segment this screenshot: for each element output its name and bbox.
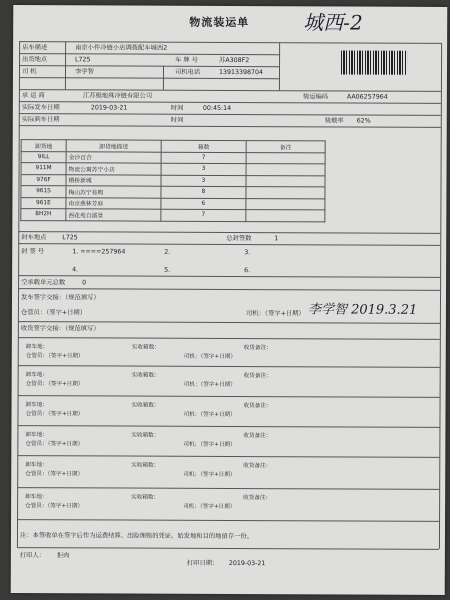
stop-remark [246,175,325,187]
unload-place-label: 卸车地： [25,494,48,501]
divider [65,41,66,89]
load-rate-label: 装载率 [324,117,344,125]
handwritten-route-note: 城西-2 [303,10,363,35]
seal-no-4: 4. [72,266,79,274]
actual-boxes-label: 实收箱数： [131,494,160,501]
warehouse-keeper-sign-label: 仓管员：（签字+日期） [20,309,87,317]
unload-place-label: 卸车地： [25,462,48,469]
driver-sign-label: 司机：（签字+日期） [183,381,236,389]
keeper-sign-label: 仓管员：（签字+日期） [25,441,84,448]
load-rate-value: 62% [356,117,371,125]
seal-total-label: 总封签数 [226,234,252,243]
actual-boxes-label: 实收箱数： [131,462,160,469]
divider [17,547,439,550]
stop-remark [246,198,325,210]
actual-boxes-label: 实收箱数： [131,402,160,409]
divider [18,395,440,398]
divider [17,519,439,522]
driver-sign-label: 司机：（签字+日期） [183,503,236,511]
driver-label: 司 机 [21,68,37,76]
unload-place-label: 卸车地： [25,432,48,439]
driver-sign-label: 司机：（签字+日期） [183,441,236,449]
seal-no-6: 6. [244,267,251,275]
divider [19,65,279,67]
load-code-label: 装运编码 [302,93,329,101]
receiving-sign-label: 收货签字交接：（规范填写） [20,325,100,333]
col-header-remark: 备注 [246,141,325,153]
divider [279,42,280,90]
unload-place-label: 卸车地： [25,372,49,379]
receive-note-label: 收货备注： [243,495,272,502]
seal-no-5: 5. [164,266,171,274]
stop-code: 976F [21,174,66,186]
load-code-value: AA06257964 [346,93,388,101]
stop-remark [246,210,325,222]
empty-units-label: 空承载单元总数 [21,279,66,287]
stop-remark [246,152,325,164]
empty-units-value: 0 [82,279,87,287]
arrival-time-label: 时间 [170,116,184,124]
frame-left [17,41,20,547]
col-header-code: 卸货地 [21,140,66,152]
seal-no-2: 2. [164,248,171,256]
driver-handwritten-signature: 李学智 2019.3.21 [307,302,418,318]
stop-count: 3 [161,175,246,187]
keeper-sign-label: 仓管员：（签字+日期） [25,503,83,510]
stop-code: 961S [21,186,66,198]
driver-sign-label: 司机：（签字+日期） [183,411,236,419]
divider [18,288,440,291]
seal-point-value: L725 [62,234,78,242]
unload-place-label: 卸车地： [25,344,49,351]
divider [18,365,440,368]
stop-count: 8 [161,186,246,198]
col-header-desc: 卸货地描述 [66,140,161,152]
divider [19,125,441,128]
stop-remark [246,187,325,199]
print-date-label: 打印日期： [186,559,219,567]
driver-value: 李学智 [74,68,94,76]
stop-code: 961E [21,197,66,209]
stop-desc: 西花苑自濡景 [66,209,161,221]
driver-sign-label: 司机：（签字+日期） [183,353,236,361]
keeper-sign-label: 仓管员：（签字+日期） [25,411,84,418]
table-row [21,209,325,222]
driver-sign-label: 司机：（签字+日期） [183,471,236,479]
seal-point-label: 封车地点 [21,234,47,242]
print-date-value: 2019-03-21 [228,560,266,568]
phone-label: 司机电话 [174,68,201,76]
receive-note-label: 收货备注： [243,403,272,410]
col-header-count: 箱数 [161,140,246,152]
ship-point-value: L725 [75,56,91,64]
ship-point-label: 出货地点 [22,56,48,64]
divider [17,455,439,458]
receive-note-label: 收货备注： [243,373,272,380]
plate-value: 苏A308F2 [219,56,250,65]
barcode-image [341,50,407,74]
keeper-sign-label: 仓管员：（签字+日期） [25,381,84,388]
stop-remark [246,164,325,176]
carrier-value: 江苏极地殊冷链有限公司 [82,92,153,100]
stop-count: 7 [161,209,246,221]
departure-sign-label: 发车签字交接：（规范填写） [20,294,100,302]
departure-date-label: 实际发车日期 [21,104,60,112]
arrival-date-label: 实际到车日期 [21,116,60,124]
actual-boxes-label: 实收箱数： [131,432,160,439]
stop-code: 911M [21,163,66,175]
divider [17,425,439,428]
stop-code: 8H2H [21,209,66,221]
receive-note-label: 收货备注： [243,463,272,470]
driver-sign-label: 司机：（签字+日期） [245,310,305,318]
receive-note-label: 收货备注： [243,433,272,440]
stop-desc: 栖桥新城 [66,174,161,186]
footer-note: 注：本签收单在签字后作为运费结算、出险理赔的凭证。始发地和目的地留存一份。 [19,532,253,541]
seal-no-3: 3. [244,249,251,257]
stop-count: 3 [161,163,246,175]
stop-desc: 梅山苏宁易购 [66,186,161,198]
document-title: 物流装运单 [189,15,250,30]
unloading-points-table [20,139,325,222]
stop-desc: 物流公寓苏宁小店 [66,163,161,175]
stop-desc: 金沙百合 [66,151,161,163]
departure-time-value: 00:45:14 [202,104,232,113]
divider [19,77,279,79]
actual-boxes-label: 实收箱数： [131,372,160,379]
departure-date-value: 2019-03-21 [90,104,128,112]
stop-code: 9ILL [21,151,66,163]
receive-note-label: 收货备注： [243,345,272,352]
frame-right [439,43,442,549]
seal-total-value: 1 [274,235,279,243]
shipping-document [11,5,448,595]
divider [163,66,164,90]
printer-value: 拒肉 [56,552,70,560]
carrier-label: 承 运 商 [21,92,45,100]
store-value: 南京小件冷链小店调拨配车城西2 [75,44,168,52]
store-label: 店车描述 [22,44,48,52]
keeper-sign-label: 仓管员：（签字+日期） [25,471,84,478]
divider [17,487,439,490]
seal-no-1: 1. ====257964 [72,248,126,256]
seal-no-label: 封 签 号 [21,248,45,256]
divider [18,337,440,340]
plate-label: 车 牌 号 [175,56,198,64]
divider [19,113,441,116]
divider [19,53,279,55]
stop-desc: 南京燕林芳庭 [66,197,161,209]
divider [18,243,440,246]
phone-value: 13913398704 [218,68,264,77]
departure-time-label: 时间 [170,104,184,112]
stop-count: 7 [161,152,246,164]
keeper-sign-label: 仓管员：（签字+日期） [25,353,84,360]
stop-count: 6 [161,198,246,210]
actual-boxes-label: 实收箱数： [131,344,160,351]
unload-place-label: 卸车地： [25,402,48,409]
printer-label: 打印人： [19,552,46,560]
